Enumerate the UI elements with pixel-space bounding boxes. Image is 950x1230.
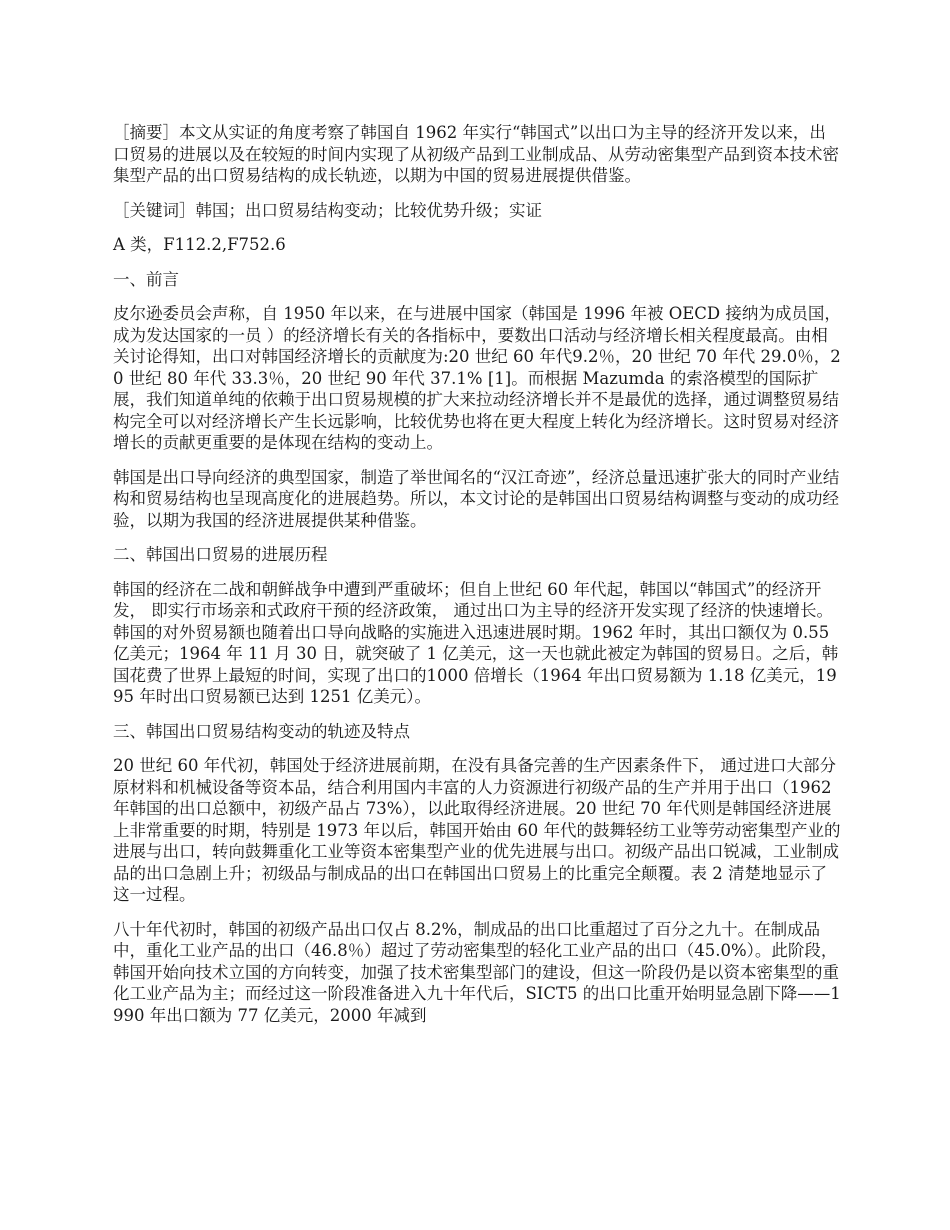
body-paragraph: 皮尔逊委员会声称，自 1950 年以来，在与进展中国家（韩国是 1996 年被 OECD 接纳为成员国，成为发达国家的一员 ）的经济增长有关的各指标中，要数出口活动与经济增长相关程度最高。由相关讨论得知，出口对韩国经济增长的贡献度为:20 世纪 60 年代9.2％，20 世纪 70 年代 29.0％，20 世纪 80 年代 33.3％，20 世纪 90 年代 37.1% [1]。而根据 Mazumda 的索洛模型的国际扩展，我们知道单纯的依赖于出口贸易规模的扩大来拉动经济增长并不是最优的选择，通过调整贸易结构完全可以对经济增长产生长远影响，比较优势也将在更大程度上转化为经济增长。这时贸易对经济增长的贡献更重要的是体现在结构的变动上。 [113,304,841,452]
body-paragraph: 八十年代初时，韩国的初级产品出口仅占 8.2%，制成品的出口比重超过了百分之九十。在制成品中，重化工业产品的出口（46.8％）超过了劳动密集型的轻化工业产品的出口（45.0%）。此阶段，韩国开始向技术立国的方向转变，加强了技术密集型部门的建设，但这一阶段仍是以资本密集型的重化工业产品为主；而经过这一阶段准备进入九十年代后，SICT5 的出口比重开始明显急剧下降——1990 年出口额为 77 亿美元，2000 年减到 [113,919,841,1025]
body-paragraph: 韩国是出口导向经济的典型国家，制造了举世闻名的“汉江奇迹”，经济总量迅速扩张大的同时产业结构和贸易结构也呈现高度化的进展趋势。所以，本文讨论的是韩国出口贸易结构调整与变动的成功经验，以期为我国的经济进展提供某种借鉴。 [113,467,840,530]
body-paragraph: 韩国的经济在二战和朝鲜战争中遭到严重破坏；但自上世纪 60 年代起，韩国以“韩国式”的经济开发， 即实行市场亲和式政府干预的经济政策， 通过出口为主导的经济开发实现了经济的快速增长。韩国的对外贸易额也随着出口导向战略的实施进入迅速进展时期。1962 年时，其出口额仅为 0.55 亿美元；1964 年 11 月 30 日，就突破了 1 亿美元，这一天也就此被定为韩国的贸易日。之后，韩国花费了世界上最短的时间，实现了出口的1000 倍增长（1964 年出口贸易额为 1.18 亿美元，1995 年时出口贸易额已达到 1251 亿美元）。 [113,579,839,706]
section-heading-history: 二、韩国出口贸易的进展历程 [113,545,328,564]
section-heading-introduction: 一、前言 [113,269,179,289]
keywords-paragraph: ［关键词］韩国；出口贸易结构变动；比较优势升级；实证 [113,200,542,220]
section-heading-structure: 三、韩国出口贸易结构变动的轨迹及特点 [113,721,410,741]
document-body [113,122,841,1039]
abstract-paragraph: ［摘要］本文从实证的角度考察了韩国自 1962 年实行“韩国式”以出口为主导的经济开发以来，出口贸易的进展以及在较短的时间内实现了从初级产品到工业制成品、从劳动密集型产品到资本技术密集型产品的出口贸易结构的成长轨迹，以期为中国的贸易进展提供借鉴。 [113,123,839,185]
body-paragraph: 20 世纪 60 年代初，韩国处于经济进展前期，在没有具备完善的生产因素条件下， 通过进口大部分原材料和机械设备等资本品，结合利用国内丰富的人力资源进行初级产品的生产并用于出口（1962 年韩国的出口总额中，初级产品占 73%），以此取得经济进展。20 世纪 70 年代则是韩国经济进展上非常重要的时期，特别是 1973 年以后，韩国开始由 60 年代的鼓舞轻纺工业等劳动密集型产业的进展与出口，转向鼓舞重化工业等资本密集型产业的优先进展与出口。初级产品出口锐减，工业制成品的出口急剧上升；初级品与制成品的出口在韩国出口贸易上的比重完全颠覆。表 2 清楚地显示了这一过程。 [113,756,841,904]
classification-line: A 类，F112.2,F752.6 [113,235,286,254]
